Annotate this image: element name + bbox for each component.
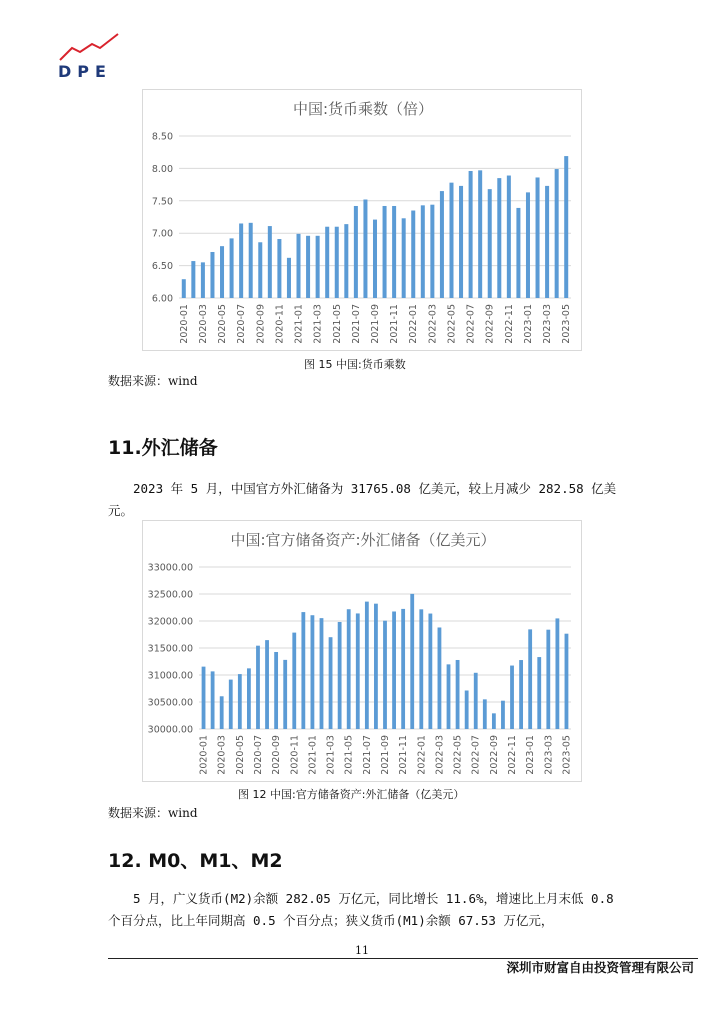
logo-swoosh-icon	[58, 32, 124, 64]
bar	[335, 227, 339, 298]
bar	[401, 609, 405, 729]
bar	[392, 611, 396, 729]
bar	[239, 223, 243, 298]
bar	[354, 206, 358, 298]
bar	[428, 614, 432, 729]
x-tick-label: 2020-11	[274, 304, 286, 344]
bar	[565, 634, 569, 729]
bar	[230, 238, 234, 298]
x-tick-label: 2022-11	[507, 735, 519, 775]
bar	[211, 671, 215, 729]
y-tick-label: 30000.00	[147, 724, 193, 736]
bar	[456, 660, 460, 729]
x-tick-label: 2022-07	[470, 735, 482, 775]
figure2-caption: 图 12 中国:官方储备资产:外汇储备（亿美元）	[238, 788, 465, 801]
bar	[301, 612, 305, 729]
x-tick-label: 2020-09	[271, 735, 283, 775]
bar	[546, 630, 550, 729]
page-number: 11	[355, 944, 369, 957]
y-tick-label: 7.50	[151, 196, 173, 208]
bar	[465, 690, 469, 729]
y-tick-label: 6.50	[151, 261, 173, 273]
x-tick-label: 2020-09	[255, 304, 267, 344]
section11-heading: 11.外汇储备	[108, 437, 218, 459]
bar	[564, 156, 568, 298]
bar	[316, 236, 320, 298]
x-tick-label: 2020-05	[234, 735, 246, 775]
bar	[347, 609, 351, 729]
bar	[459, 186, 463, 298]
x-tick-label: 2021-03	[325, 735, 337, 775]
bar	[249, 223, 253, 298]
bar	[537, 657, 541, 729]
bar	[528, 629, 532, 729]
y-tick-label: 8.00	[151, 163, 173, 175]
fx-reserves-chart	[142, 520, 582, 782]
bar	[440, 191, 444, 298]
bar	[373, 220, 377, 298]
x-tick-label: 2021-07	[350, 304, 362, 344]
y-tick-label: 30500.00	[147, 697, 193, 709]
bar	[519, 660, 523, 729]
bar	[392, 206, 396, 298]
x-tick-label: 2022-01	[416, 735, 428, 775]
x-tick-label: 2023-03	[543, 735, 555, 775]
bar	[363, 200, 367, 298]
x-tick-label: 2021-09	[380, 735, 391, 775]
bar	[365, 602, 369, 729]
bar	[306, 236, 310, 298]
x-tick-label: 2021-03	[312, 304, 324, 344]
bar	[297, 234, 301, 298]
y-tick-label: 32500.00	[147, 589, 193, 601]
x-tick-label: 2021-05	[331, 304, 343, 344]
bar	[238, 674, 242, 729]
bar	[374, 604, 378, 729]
bar	[516, 208, 520, 298]
x-tick-label: 2023-01	[525, 735, 537, 775]
bar	[410, 594, 414, 729]
chart-title: 中国:官方储备资产:外汇储备（亿美元）	[230, 531, 496, 549]
bar	[469, 171, 473, 298]
x-tick-label: 2023-03	[542, 304, 554, 344]
bar	[555, 169, 559, 298]
bar	[247, 668, 251, 729]
bar	[277, 239, 281, 298]
x-tick-label: 2021-11	[389, 304, 401, 344]
x-tick-label: 2021-11	[398, 735, 410, 775]
x-tick-label: 2022-05	[452, 735, 464, 775]
bar	[383, 206, 387, 298]
logo-text: DPE	[58, 62, 112, 81]
y-tick-label: 8.50	[151, 131, 173, 143]
bar	[287, 258, 291, 298]
figure1-caption: 图 15 中国:货币乘数	[304, 358, 406, 371]
x-tick-label: 2020-01	[178, 304, 190, 344]
bar	[419, 609, 423, 729]
section12-heading: 12. M0、M1、M2	[108, 850, 283, 872]
bar	[268, 226, 272, 298]
bar	[545, 186, 549, 298]
x-tick-label: 2022-01	[408, 304, 420, 344]
y-tick-label: 33000.00	[147, 562, 193, 574]
x-tick-label: 2022-09	[488, 735, 500, 775]
bar	[488, 189, 492, 298]
section12-paragraph: 5 月，广义货币(M2)余额 282.05 万亿元，同比增长 11.6%，增速比上月末低 0.8 个百分点，比上年同期高 0.5 个百分点；狭义货币(M1)余额 67.53 万亿元，	[108, 891, 614, 928]
bar	[329, 637, 333, 729]
bar	[497, 178, 501, 298]
bar	[478, 170, 482, 298]
x-tick-label: 2020-11	[289, 735, 301, 775]
x-tick-label: 2020-03	[216, 735, 228, 775]
bar	[474, 673, 478, 729]
bar	[220, 696, 224, 729]
chart1-svg	[143, 90, 583, 352]
x-tick-label: 2020-05	[217, 304, 229, 344]
bar	[292, 633, 296, 729]
x-tick-label: 2022-03	[427, 304, 439, 344]
x-tick-label: 2022-03	[434, 735, 446, 775]
bar	[356, 613, 360, 729]
bar	[483, 699, 487, 729]
bar	[411, 211, 415, 298]
x-tick-label: 2021-05	[343, 735, 355, 775]
x-tick-label: 2021-01	[293, 304, 305, 344]
y-tick-label: 31000.00	[147, 670, 193, 682]
bar	[320, 618, 324, 729]
x-tick-label: 2020-03	[197, 304, 209, 344]
bar	[383, 621, 387, 729]
y-tick-label: 32000.00	[147, 616, 193, 628]
bar	[220, 246, 224, 298]
chart2-svg	[143, 521, 583, 783]
money-multiplier-chart	[142, 89, 582, 351]
section11-paragraph: 2023 年 5 月，中国官方外汇储备为 31765.08 亿美元，较上月减少 282.58 亿美元。	[108, 481, 617, 518]
y-tick-label: 31500.00	[147, 643, 193, 655]
bar	[438, 627, 442, 729]
bar	[344, 224, 348, 298]
x-tick-label: 2022-05	[446, 304, 458, 344]
x-tick-label: 2021-07	[361, 735, 373, 775]
bar	[182, 279, 186, 298]
bar	[510, 666, 514, 729]
chart-title: 中国:货币乘数（倍）	[292, 100, 434, 118]
bar	[256, 646, 260, 729]
x-tick-label: 2022-09	[484, 304, 496, 344]
bar	[274, 652, 278, 729]
figure2-source: 数据来源：wind	[108, 806, 198, 820]
bar	[201, 262, 205, 298]
company-name: 深圳市财富自由投资管理有限公司	[506, 960, 694, 975]
x-tick-label: 2023-01	[522, 304, 534, 344]
bar	[265, 640, 269, 729]
y-tick-label: 7.00	[151, 228, 173, 240]
x-tick-label: 2021-01	[307, 735, 319, 775]
bar	[402, 218, 406, 298]
bar	[536, 177, 540, 298]
x-tick-label: 2022-07	[465, 304, 477, 344]
bar	[229, 680, 233, 729]
figure1-source: 数据来源：wind	[108, 374, 198, 388]
bar	[447, 664, 451, 729]
x-tick-label: 2020-01	[198, 735, 210, 775]
bar	[430, 205, 434, 298]
x-tick-label: 2020-07	[252, 735, 264, 775]
bar	[338, 622, 342, 729]
bar	[202, 667, 206, 729]
bar	[325, 227, 329, 298]
bar	[492, 713, 496, 729]
bar	[311, 615, 315, 729]
y-tick-label: 6.00	[151, 293, 173, 305]
company-logo	[58, 32, 124, 82]
bar	[526, 192, 530, 298]
bar	[501, 701, 505, 729]
bar	[258, 242, 262, 298]
bar	[555, 618, 559, 729]
bar	[283, 660, 287, 729]
x-tick-label: 2022-11	[503, 304, 515, 344]
bar	[421, 205, 425, 298]
x-tick-label: 2023-05	[561, 304, 573, 344]
x-tick-label: 2023-05	[561, 735, 573, 775]
bar	[449, 183, 453, 298]
x-tick-label: 2020-07	[236, 304, 248, 344]
bar	[507, 176, 511, 298]
bar	[191, 261, 195, 298]
x-tick-label: 2021-09	[370, 304, 381, 344]
bar	[210, 252, 214, 298]
